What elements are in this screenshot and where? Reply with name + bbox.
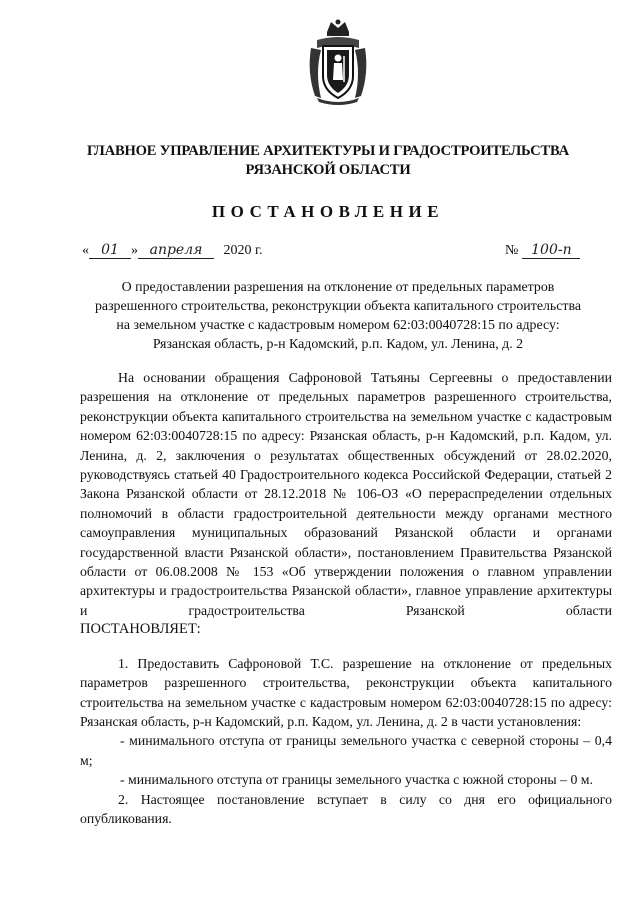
subject-line: Рязанская область, р-н Кадомский, р.п. Кадом, ул. Ленина, д. 2 [152,337,524,352]
document-number [505,242,580,259]
organization-name-line2: РЯЗАНСКОЙ ОБЛАСТИ [245,162,411,178]
document-date [82,242,263,259]
item-2-paragraph: 2. Настоящее постановление вступает в силу со дня его официального опубликования. [80,791,612,826]
resolves-word: ПОСТАНОВЛЯЕТ: [80,621,201,638]
number-value: 100-п [522,242,580,259]
item-1-paragraph: 1. Предоставить Сафроновой Т.С. разрешение на отклонение от предельных параметров разрешенного строительства, реконструкции объекта капитального строительства на земельном участке с кадастровым номером 62:03:0040728:15 по адресу: Рязанская область, р-н Кадомский, р.п. Кадом, ул. Ленина, д. 2 в части установления: [80,655,612,729]
date-day: 01 [89,242,131,259]
subject-line: на земельном участке с кадастровым номером 62:03:0040728:15 по адресу: [116,318,560,333]
coat-of-arms-icon [303,18,373,108]
item-1-south-setback: - минимального отступа от границы земельного участка с южной стороны – 0 м. [120,772,593,788]
preamble-paragraph: На основании обращения Сафроновой Татьяны Сергеевны о предоставлении разрешения на отклонение от предельных параметров разрешенного строительства, реконструкции объекта капитального строительства на земельном участке с кадастровым номером 62:03:0040728:15 по адресу: Рязанская область, р-н Кадомский, р.п. Кадом, ул. Ленина, д. 2, заключения о результатах общественных обсуждений от 28.02.2020, руководствуясь статьей 40 Градостроительного кодекса Российской Федерации, статьей 2 Закона Рязанской области от 28.12.2018 № 106-ОЗ «О перераспределении отдельных полномочий в области градостроительной деятельности между органами местного самоуправления муниципальных образований Рязанской области и органами государственной власти Рязанской области», постановлением Правительства Рязанской области от 06.08.2008 № 153 «Об утверждении положения о главном управлении архитектуры и градостроительства Рязанской области», главное управление архитектуры и градостроительства Рязанской области [80,370,612,618]
document-title: ПОСТАНОВЛЕНИЕ [211,202,445,221]
document-body [80,368,612,828]
date-close-quote: » [131,243,138,258]
item-1-north-setback: - минимального отступа от границы земельного участка с северной стороны – 0,4 м; [80,733,612,768]
document-subject [68,278,608,354]
date-open-quote: « [82,243,89,258]
subject-line: разрешенного строительства, реконструкции объекта капитального строительства [94,299,582,314]
subject-line: О предоставлении разрешения на отклонение от предельных параметров [121,280,555,295]
date-month: апреля [138,242,214,259]
number-prefix: № [505,243,519,258]
date-year: 2020 г. [223,243,263,258]
organization-name-line1: ГЛАВНОЕ УПРАВЛЕНИЕ АРХИТЕКТУРЫ И ГРАДОСТРОИТЕЛЬСТВА [87,143,569,159]
